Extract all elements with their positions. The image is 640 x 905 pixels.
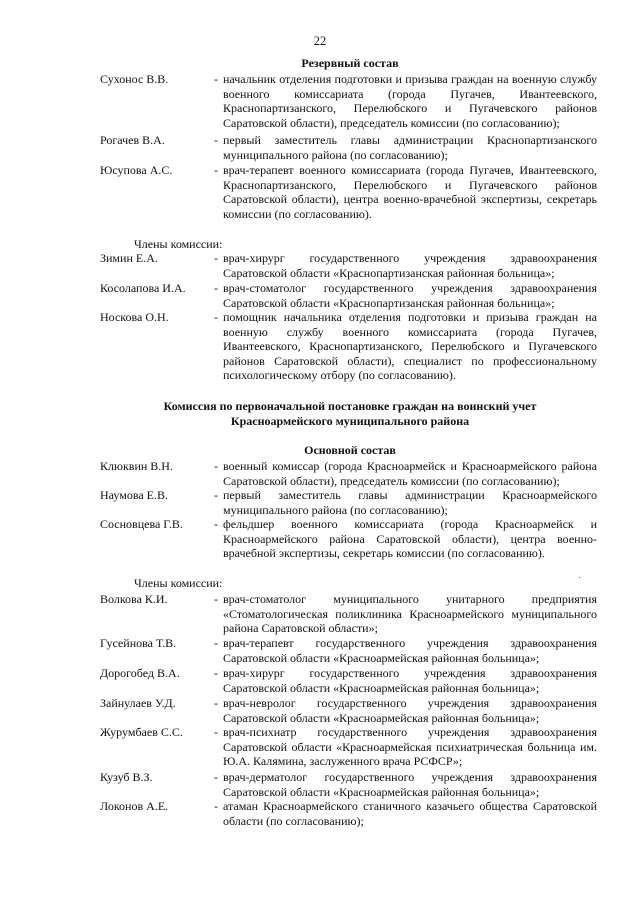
member-name: Косолапова И.А. xyxy=(100,281,186,295)
member-role: фельдшер военного комиссариата (города Красноармейск и Красноармейского района Саратовской области), центра военно-врачебной экспертизы, секретарь комиссии (по согласованию). xyxy=(223,517,597,560)
member-name: Зайнулаев У.Д. xyxy=(100,696,176,710)
member-role: врач-терапевт государственного учреждения здравоохранения Саратовской области «Красноармейская районная больница»; xyxy=(223,636,597,665)
dash: - xyxy=(214,488,218,502)
member-name: Журумбаев С.С. xyxy=(100,725,183,739)
member-role: врач-психиатр государственного учреждения здравоохранения Саратовской области «Красноармейская психиатрическая больница им. Ю.А. Калямина, заслуженного врача РСФСР»; xyxy=(223,725,597,768)
dash: - xyxy=(214,636,218,650)
member-name: Кузуб В.З. xyxy=(100,770,153,784)
member-role: врач-стоматолог муниципального унитарного предприятия «Стоматологическая поликлиника Красноармейского муниципального района Саратовской области»; xyxy=(223,592,597,635)
member-name: Локонов А.Е. xyxy=(100,799,169,813)
member-role: врач-невролог государственного учреждения здравоохранения Саратовской области «Красноармейская районная больница»; xyxy=(223,696,597,725)
member-name: Волкова К.И. xyxy=(100,592,168,606)
member-name: Рогачев В.А. xyxy=(100,133,165,147)
dash: - xyxy=(214,592,218,606)
member-name: Зимин Е.А. xyxy=(100,251,158,265)
member-name: Носкова О.Н. xyxy=(100,310,169,324)
dash: - xyxy=(214,696,218,710)
section-title-reserve: Резервный состав xyxy=(301,56,399,70)
member-role: врач-терапевт военного комиссариата (города Пугачев, Ивантеевского, Краснопартизанского, Перелюбского и Пугачевского районов Саратовской области), центра военно-врачебной экспертизы, секретарь комиссии (по согласованию). xyxy=(223,163,597,221)
dash: - xyxy=(214,770,218,784)
member-name: Юсупова А.С. xyxy=(100,163,173,177)
member-name: Наумова Е.В. xyxy=(100,488,168,502)
dash: - xyxy=(214,133,218,147)
member-role: военный комиссар (города Красноармейск и Красноармейского района Саратовской области), председатель комиссии (по согласованию); xyxy=(223,459,597,488)
dash: - xyxy=(214,725,218,739)
dash: - xyxy=(214,310,218,324)
commission-title-line-1: Комиссия по первоначальной постановке граждан на воинский учет xyxy=(163,399,537,413)
dash: - xyxy=(214,251,218,265)
dash: - xyxy=(214,459,218,473)
member-role: помощник начальника отделения подготовки и призыва граждан на военную службу военного комиссариата (города Пугачев, Ивантеевского, Краснопартизанского, Перелюбского и Пугачевского районов Саратовской области), специалист по профессиональному психологическому отбору (по согласованию). xyxy=(223,310,597,382)
members-label: Члены комиссии: xyxy=(134,237,223,251)
section-title-main: Основной состав xyxy=(304,443,396,457)
member-role: первый заместитель главы администрации Красноармейского муниципального района (по согласованию); xyxy=(223,488,597,517)
member-role: врач-хирург государственного учреждения здравоохранения Саратовской области «Краснопартизанская районная больница»; xyxy=(223,251,597,280)
member-name: Сосновцева Г.В. xyxy=(100,517,183,531)
member-role: врач-хирург государственного учреждения здравоохранения Саратовской области «Красноармейская районная больница»; xyxy=(223,666,597,695)
member-name: Гусейнова Т.В. xyxy=(100,636,177,650)
member-name: Сухонос В.В. xyxy=(100,72,169,86)
dash: - xyxy=(214,517,218,531)
member-role: врач-дерматолог государственного учреждения здравоохранения Саратовской области «Красноармейская районная больница»; xyxy=(223,770,597,799)
dash: - xyxy=(214,799,218,813)
member-role: атаман Красноармейского станичного казачьего общества Саратовской области (по согласованию); xyxy=(223,799,597,828)
dash: - xyxy=(214,281,218,295)
commission-title-line-2: Красноармейского муниципального района xyxy=(230,414,470,428)
member-name: Клюквин В.Н. xyxy=(100,459,173,473)
dash: - xyxy=(214,666,218,680)
member-role: врач-стоматолог государственного учреждения здравоохранения Саратовской области «Краснопартизанская районная больница»; xyxy=(223,281,597,310)
members-label: Члены комиссии: xyxy=(134,576,223,590)
dash: - xyxy=(214,163,218,177)
dash: - xyxy=(214,72,218,86)
member-role: начальник отделения подготовки и призыва граждан на военную службу военного комиссариата (города Пугачев, Ивантеевского, Краснопартизанского, Перелюбского и Пугачевского районов Саратовской области), председатель комиссии (по согласованию); xyxy=(223,72,597,130)
member-role: первый заместитель главы администрации Краснопартизанского муниципального района (по согласованию); xyxy=(223,133,597,162)
stray-mark: · xyxy=(578,573,582,584)
page-number: 22 xyxy=(313,34,327,48)
member-name: Дорогобед В.А. xyxy=(100,666,180,680)
